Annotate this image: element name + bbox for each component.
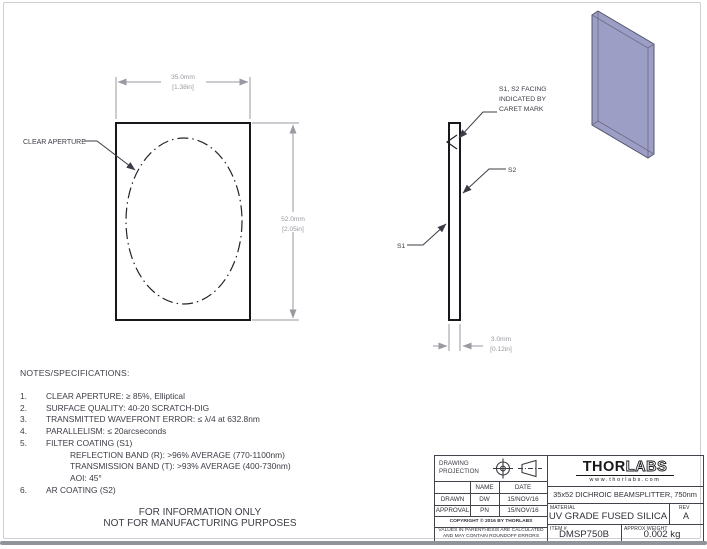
rev-value: A — [682, 511, 689, 521]
note-subitem — [20, 473, 380, 485]
note-number: 2. — [20, 402, 27, 413]
row-label-approval: APPROVAL — [435, 507, 470, 514]
information-only-notice — [55, 507, 345, 529]
divider — [547, 524, 703, 525]
clear-aperture-label: CLEAR APERTURE — [23, 139, 86, 146]
note-number: 1. — [20, 391, 27, 401]
note-number: 5. — [20, 437, 27, 448]
note-subitem — [20, 461, 380, 473]
drawing-projection-label: DRAWING PROJECTION — [439, 460, 479, 475]
weight-value: 0.002 kg — [643, 529, 681, 540]
weight-label: APPROX WEIGHT — [624, 526, 668, 532]
note-item — [20, 391, 380, 403]
thorlabs-logo — [547, 456, 703, 486]
note-text: REFLECTION BAND (R): >96% AVERAGE (770-1100nm) — [70, 449, 285, 460]
note-number: 3. — [20, 414, 27, 425]
front-view-outline — [116, 123, 250, 320]
item-number-label: ITEM # — [550, 526, 567, 532]
dim-thickness-in: [0.12in] — [490, 346, 512, 353]
rev-label: REV — [679, 505, 690, 511]
note-text: SURFACE QUALITY: 40-20 SCRATCH-DIG — [46, 402, 210, 413]
dim-width-in: [1.38in] — [172, 84, 194, 91]
dim-height-mm: 52.0mm — [281, 216, 305, 223]
title-block — [434, 455, 704, 542]
logo-rule — [576, 475, 674, 476]
facing-note-line3: CARET MARK — [499, 106, 544, 113]
notice-line2: NOT FOR MANUFACTURING PURPOSES — [103, 518, 297, 529]
note-text: AOI: 45° — [70, 472, 102, 483]
note-item — [20, 403, 380, 415]
side-view-outline — [449, 123, 460, 320]
note-text: PARALLELISM: ≤ 20arcseconds — [46, 426, 167, 437]
dim-height-in: [2.05in] — [282, 226, 304, 233]
col-header-date: DATE — [514, 483, 532, 491]
notes-heading: NOTES/SPECIFICATIONS: — [20, 368, 130, 378]
note-text: CLEAR APERTURE: ≥ 85%, Elliptical — [46, 391, 185, 401]
dim-width-mm: 35.0mm — [171, 74, 195, 81]
notice-line1: FOR INFORMATION ONLY — [138, 507, 262, 518]
s1-leader — [407, 224, 446, 245]
s1-label: S1 — [397, 243, 406, 250]
approval-date: 15/NOV/16 — [507, 507, 539, 514]
brand-outline: LABS — [625, 458, 668, 475]
material-value: UV GRADE FUSED SILICA — [548, 510, 668, 522]
note-item — [20, 414, 380, 426]
divider — [547, 503, 703, 504]
third-angle-projection-icon — [491, 457, 545, 480]
item-number-value: DMSP750B — [558, 529, 610, 540]
notes-section — [20, 368, 380, 496]
row-label-drawn: DRAWN — [440, 495, 465, 503]
drawn-name: DW — [479, 495, 490, 503]
s2-leader — [463, 169, 506, 193]
note-subitem — [20, 450, 380, 462]
drawn-date: 15/NOV/16 — [507, 495, 539, 503]
approval-name: PN — [480, 507, 489, 514]
s2-label: S2 — [508, 167, 517, 174]
copyright-notice: COPYRIGHT © 2016 BY THORLABS — [449, 518, 533, 524]
note-number: 4. — [20, 426, 27, 437]
dim-thickness-mm: 3.0mm — [490, 336, 512, 343]
facing-note-leader — [459, 112, 497, 138]
brand-solid: THOR — [582, 458, 626, 475]
material-label: MATERIAL — [550, 505, 576, 511]
isometric-view — [592, 11, 654, 158]
facing-note-line1: S1, S2 FACING — [499, 86, 547, 93]
note-item — [20, 426, 380, 438]
sheet-bottom-edge — [0, 541, 707, 545]
facing-note-line2: INDICATED BY — [499, 96, 547, 103]
col-header-name: NAME — [475, 483, 494, 491]
drawing-title: 35x52 DICHROIC BEAMSPLITTER, 750nm — [553, 490, 697, 499]
note-text: AR COATING (S2) — [46, 484, 116, 495]
note-item — [20, 438, 380, 450]
note-text: TRANSMITTED WAVEFRONT ERROR: ≤ λ/4 at 632.8nm — [46, 414, 260, 425]
note-item — [20, 485, 380, 497]
brand-url: www.thorlabs.com — [589, 476, 661, 483]
note-text: TRANSMISSION BAND (T): >93% AVERAGE (400-730nm) — [70, 461, 291, 472]
note-number: 6. — [20, 484, 27, 495]
note-text: FILTER COATING (S1) — [46, 437, 133, 448]
disclaimer: VALUES IN PARENTHESIS ARE CALCULATED AND MAY CONTAIN ROUNDOFF ERRORS — [438, 528, 544, 539]
